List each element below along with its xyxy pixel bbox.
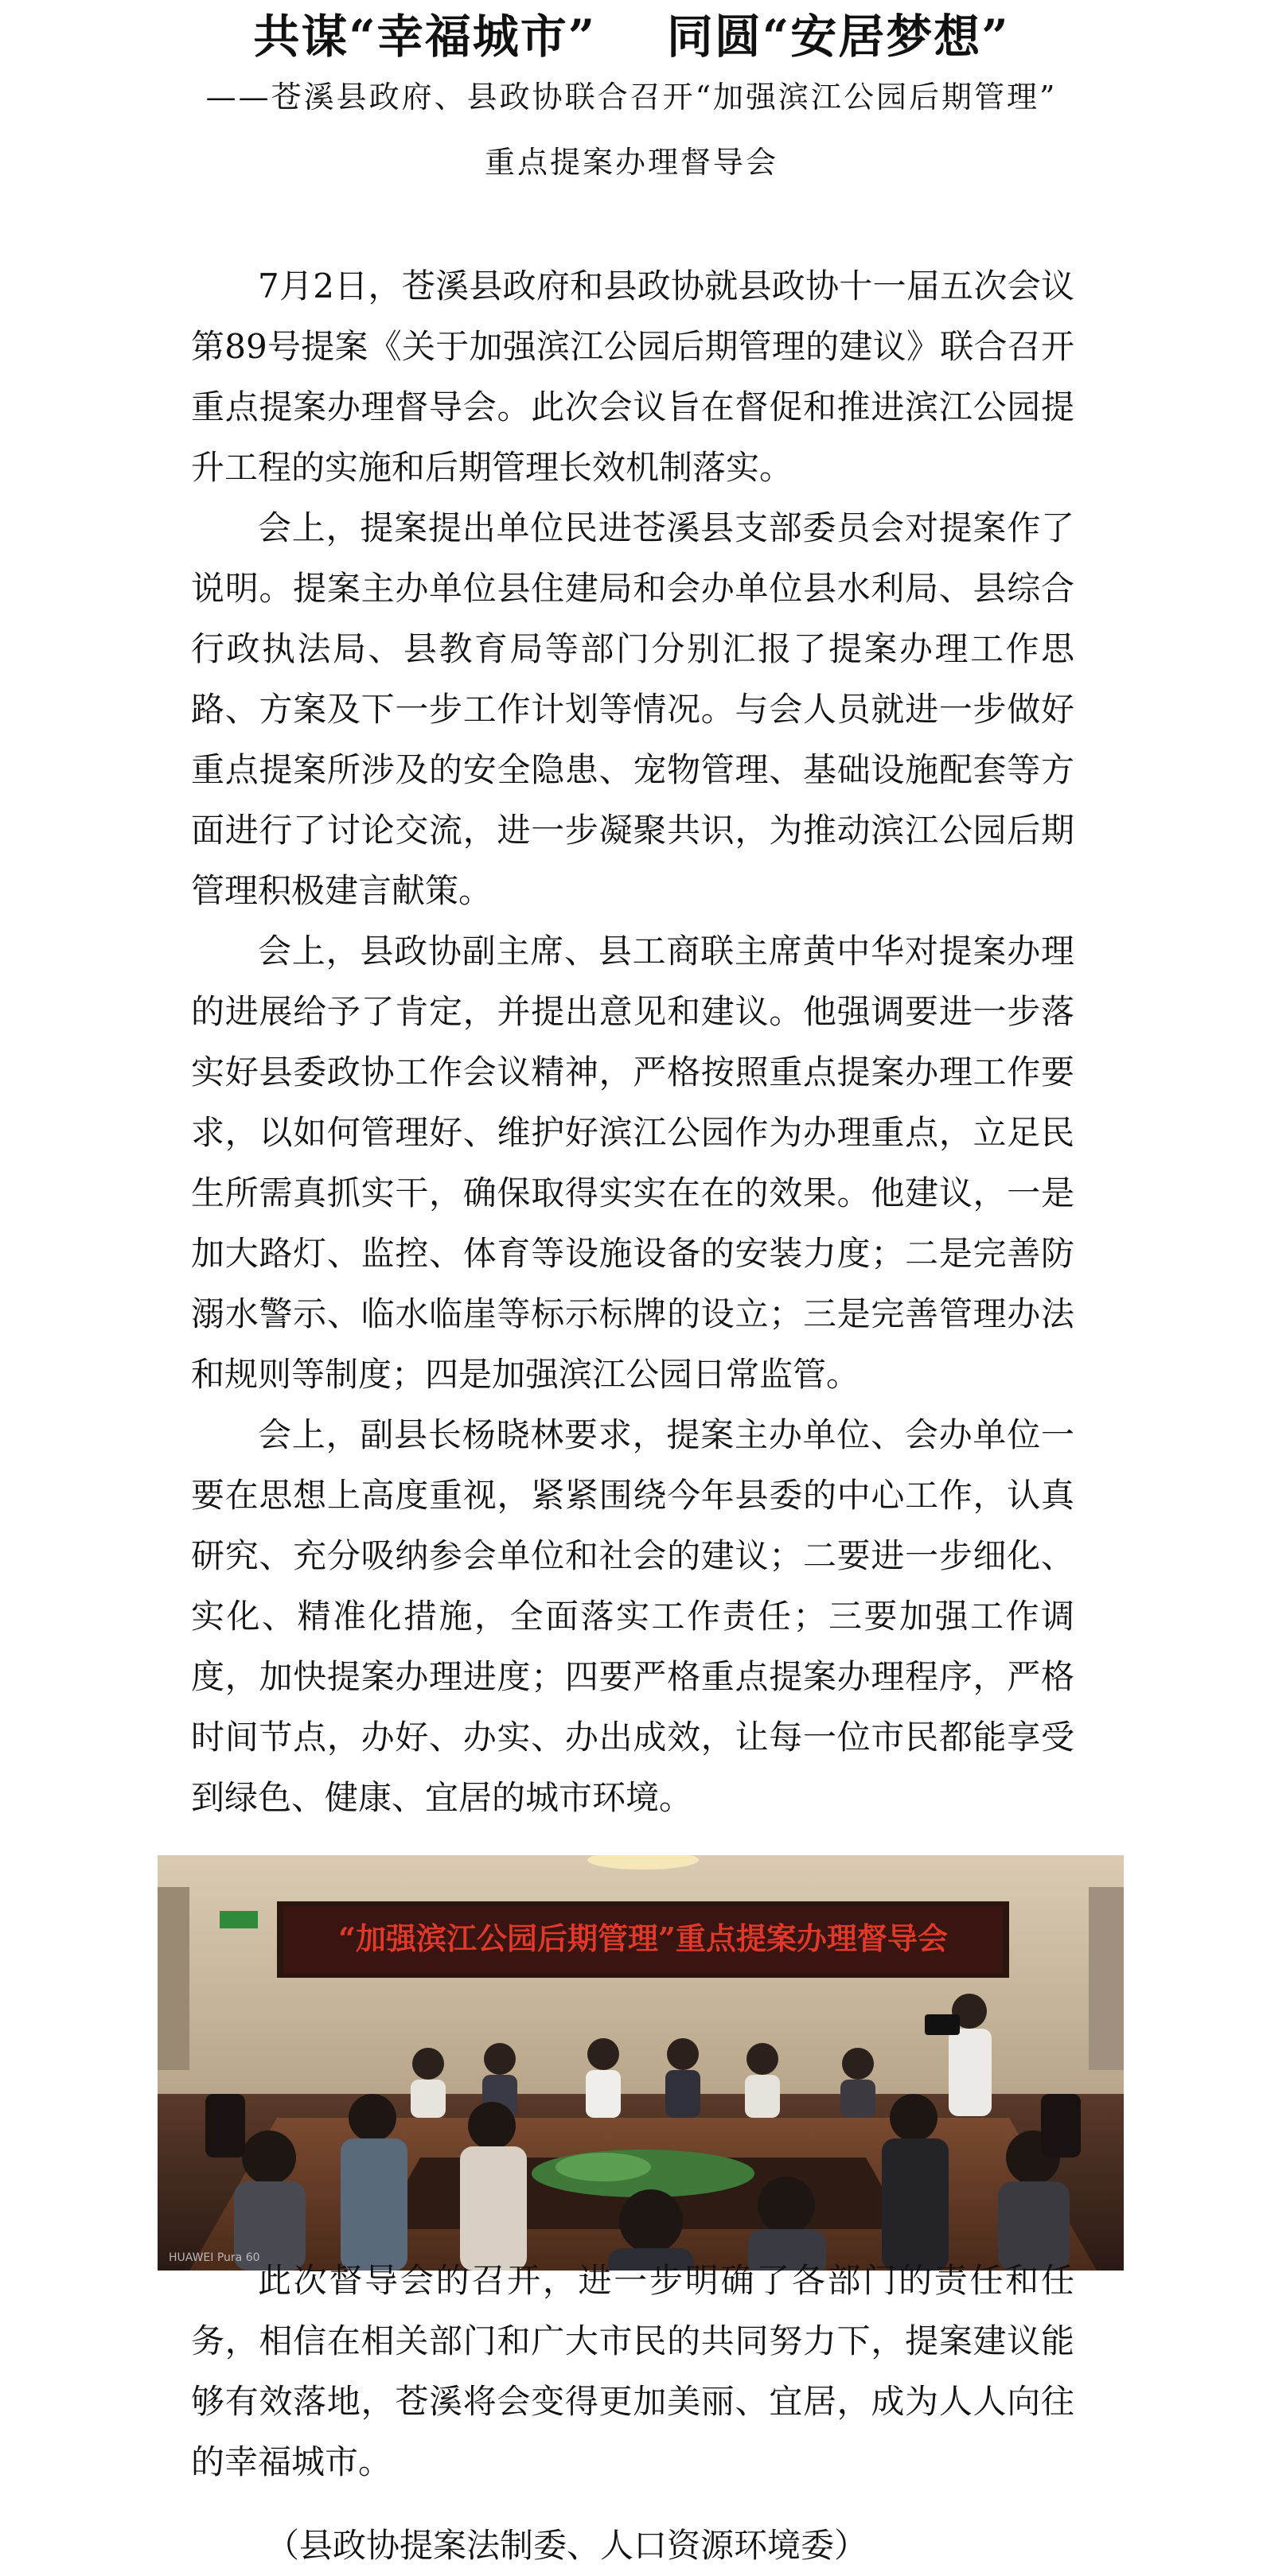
article-title: 共谋“幸福城市” 同圆“安居梦想” (253, 10, 1010, 64)
paragraph-3: 会上，县政协副主席、县工商联主席黄中华对提案办理的进展给予了肯定，并提出意见和建议。他强调要进一步落实好县委政协工作会议精神，严格按照重点提案办理工作要求，以如何管理好、维护好滨江公园作为办理重点，立足民生所需真抓实干，确保取得实实在在的效果。他建议，一是加大路灯、监控、体育等设施设备的安装力度；二是完善防溺水警示、临水临崖等标示标牌的设立；三是完善管理办法和规则等制度；四是加强滨江公园日常监管。 (191, 932, 1074, 1394)
article-subtitle-line1: ——苍溪县政府、县政协联合召开“加强滨江公园后期管理” (205, 80, 1058, 115)
paragraph-5: 此次督导会的召开，进一步明确了各部门的责任和任务，相信在相关部门和广大市民的共同努力下，提案建议能够有效落地，苍溪将会变得更加美丽、宜居，成为人人向往的幸福城市。 (191, 2261, 1074, 2481)
left-curtain (158, 1887, 189, 2070)
exit-sign (220, 1911, 258, 1928)
paragraph-1: 7月2日，苍溪县政府和县政协就县政协十一届五次会议第89号提案《关于加强滨江公园后期管理的建议》联合召开重点提案办理督导会。此次会议旨在督促和推进滨江公园提升工程的实施和后期管理长效机制落实。 (191, 267, 1074, 487)
photo-watermark: HUAWEI Pura 60 (169, 2251, 260, 2264)
paragraph-4: 会上，副县长杨晓林要求，提案主办单位、会办单位一要在思想上高度重视，紧紧围绕今年县委的中心工作，认真研究、充分吸纳参会单位和社会的建议；二要进一步细化、实化、精准化措施，全面落实工作责任；三要加强工作调度，加快提案办理进度；四要严格重点提案办理程序，严格时间节点，办好、办实、办出成效，让每一位市民都能享受到绿色、健康、宜居的城市环境。 (191, 1415, 1074, 1817)
paragraph-2: 会上，提案提出单位民进苍溪县支部委员会对提案作了说明。提案主办单位县住建局和会办单位县水利局、县综合行政执法局、县教育局等部门分别汇报了提案办理工作思路、方案及下一步工作计划等情况。与会人员就进一步做好重点提案所涉及的安全隐患、宠物管理、基础设施配套等方面进行了讨论交流，进一步凝聚共识，为推动滨江公园后期管理积极建言献策。 (191, 508, 1074, 910)
meeting-photo-illustration (158, 1855, 1124, 2271)
article-signature: （县政协提案法制委、人口资源环境委） (266, 2526, 868, 2565)
banner-text: “加强滨江公园后期管理”重点提案办理督导会 (338, 1920, 948, 1956)
article-subtitle-line2: 重点提案办理督导会 (484, 145, 778, 180)
meeting-photo (158, 1855, 1124, 2271)
center-plants-highlight (555, 2153, 651, 2181)
right-curtain (1089, 1887, 1124, 2070)
